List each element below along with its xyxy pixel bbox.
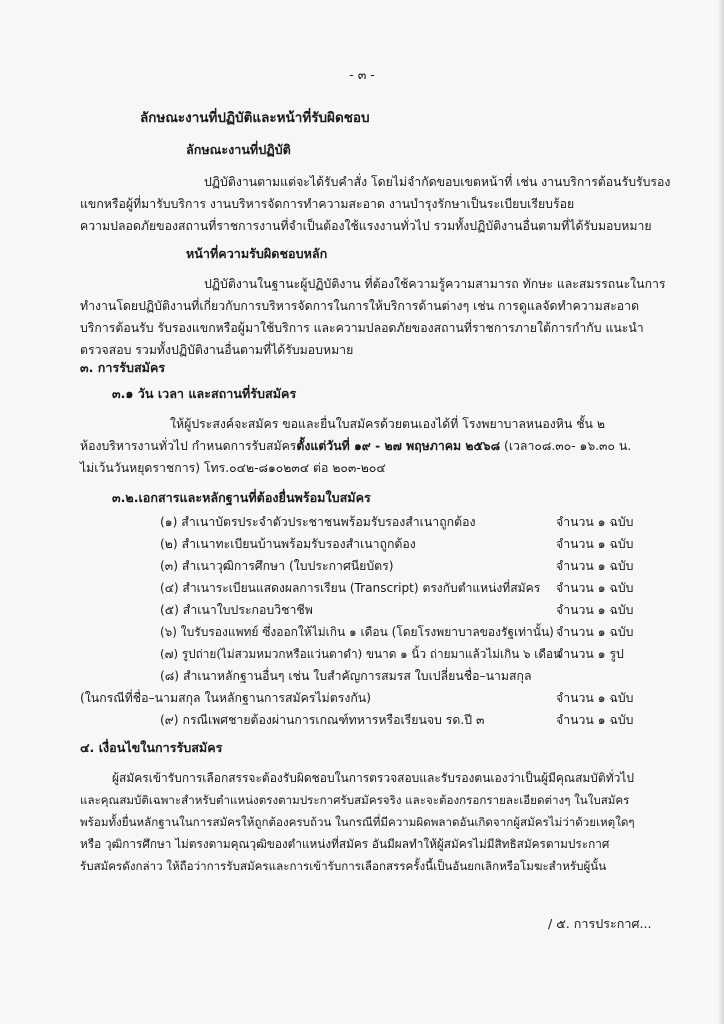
application-place-line-1: ให้ผู้ประสงค์จะสมัคร ขอและยื่นใบสมัครด้วยตนเองได้ที่ โรงพยาบาลหนองหิน ชั้น ๒ [170, 417, 605, 431]
doc-item-9: (๙) กรณีเพศชายต้องผ่านการเกณฑ์ทหารหรือเรียนจบ รด.ปี ๓ [160, 713, 485, 727]
doc-item-8-qty: จำนวน ๑ ฉบับ [556, 691, 634, 705]
conditions-line-3: พร้อมทั้งยื่นหลักฐานในการสมัครให้ถูกต้องครบถ้วน ในกรณีที่มีความผิดพลาดอันเกิดจากผู้สมัครไม่ว่าด้วยเหตุใดๆ [80, 815, 635, 829]
doc-item-8: (๘) สำเนาหลักฐานอื่นๆ เช่น ใบสำคัญการสมรส ใบเปลี่ยนชื่อ–นามสกุล [160, 669, 532, 683]
doc-item-4: (๔) สำเนาระเบียนแสดงผลการเรียน (Transcript) ตรงกับตำแหน่งที่สมัคร [160, 581, 541, 595]
doc-item-3: (๓) สำเนาวุฒิการศึกษา (ใบประกาศนียบัตร) [160, 559, 394, 573]
application-place-text: ห้องบริหารงานทั่วไป กำหนดการรับสมัคร [80, 439, 297, 453]
responsibility-line-4: ตรวจสอบ รวมทั้งปฏิบัติงานอื่นตามที่ได้รับมอบหมาย [80, 343, 354, 357]
subheading-main-responsibility: หน้าที่ความรับผิดชอบหลัก [186, 246, 328, 261]
responsibility-line-1: ปฏิบัติงานในฐานะผู้ปฏิบัติงาน ที่ต้องใช้ความรู้ความสามารถ ทักษะ และสมรรถนะในการ [204, 277, 666, 291]
doc-item-7-qty: จำนวน ๑ รูป [556, 647, 624, 661]
doc-item-9-qty: จำนวน ๑ ฉบับ [556, 713, 634, 727]
doc-item-2: (๒) สำเนาทะเบียนบ้านพร้อมรับรองสำเนาถูกต้อง [160, 537, 416, 551]
section-3-title: ๓. การรับสมัคร [80, 360, 166, 375]
doc-item-2-qty: จำนวน ๑ ฉบับ [556, 537, 634, 551]
responsibility-line-3: บริการต้อนรับ รับรองแขกหรือผู้มาใช้บริการ และความปลอดภัยของสถานที่ราชการภายใต้การกำกับ แนะนำ [80, 321, 644, 335]
page-number: - ๓ - [349, 67, 375, 82]
work-nature-line-2: แขกหรือผู้ที่มารับบริการ งานบริหารจัดการทำความสะอาด งานบำรุงรักษาเป็นระเบียบเรียบร้อย [80, 197, 575, 211]
continued-next-page: / ๕. การประกาศ... [548, 916, 652, 931]
work-nature-line-3: ความปลอดภัยของสถานที่ราชการงานที่จำเป็นต้องใช้แรงงานทั่วไป รวมทั้งปฏิบัติงานอื่นตามที่ได้รับมอบหมาย [80, 219, 652, 233]
doc-item-8-note: (ในกรณีที่ชื่อ–นามสกุล ในหลักฐานการสมัครไม่ตรงกัน) [80, 691, 371, 705]
scan-edge-shadow [718, 0, 724, 1024]
section-3-2-title: ๓.๒.เอกสารและหลักฐานที่ต้องยื่นพร้อมใบสมัคร [112, 490, 371, 505]
doc-item-4-qty: จำนวน ๑ ฉบับ [556, 581, 634, 595]
conditions-line-2: และคุณสมบัติเฉพาะสำหรับตำแหน่งตรงตามประกาศรับสมัครจริง และจะต้องกรอกรายละเอียดต่างๆ ในใบสมัคร [80, 793, 630, 807]
application-dates: ตั้งแต่วันที่ ๑๙ - ๒๗ พฤษภาคม ๒๕๖๘ [296, 439, 501, 453]
responsibility-line-2: ทำงานโดยปฏิบัติงานที่เกี่ยวกับการบริหารจัดการในการให้บริการด้านต่างๆ เช่น การดูแลจัดทำความสะอาด [80, 299, 640, 313]
section-4-title: ๔. เงื่อนไขในการรับสมัคร [80, 740, 223, 755]
section-3-1-title: ๓.๑ วัน เวลา และสถานที่รับสมัคร [112, 386, 297, 401]
doc-item-6-qty: จำนวน ๑ ฉบับ [556, 625, 634, 639]
subheading-work-nature: ลักษณะงานที่ปฏิบัติ [186, 142, 291, 157]
doc-item-1: (๑) สำเนาบัตรประจำตัวประชาชนพร้อมรับรองสำเนาถูกต้อง [160, 515, 476, 529]
doc-item-1-qty: จำนวน ๑ ฉบับ [556, 515, 634, 529]
conditions-line-1: ผู้สมัครเข้ารับการเลือกสรรจะต้องรับผิดชอบในการตรวจสอบและรับรองตนเองว่าเป็นผู้มีคุณสมบัติทั่วไป [112, 771, 635, 785]
application-hours: (เวลา๐๘.๓๐- ๑๖.๓๐ น. [500, 439, 632, 453]
doc-item-7: (๗) รูปถ่าย(ไม่สวมหมวกหรือแว่นตาดำ) ขนาด ๑ นิ้ว ถ่ายมาแล้วไม่เกิน ๖ เดือน [160, 647, 562, 661]
doc-item-6: (๖) ใบรับรองแพทย์ ซึ่งออกให้ไม่เกิน ๑ เดือน (โดยโรงพยาบาลของรัฐเท่านั้น) [160, 625, 554, 639]
doc-item-5: (๕) สำเนาใบประกอบวิชาชีพ [160, 603, 313, 617]
doc-item-5-qty: จำนวน ๑ ฉบับ [556, 603, 634, 617]
conditions-line-5: รับสมัครดังกล่าว ให้ถือว่าการรับสมัครและการเข้ารับการเลือกสรรครั้งนี้เป็นอันยกเลิกหรือโมฆะสำหรับผู้นั้น [80, 859, 607, 873]
work-nature-line-1: ปฏิบัติงานตามแต่จะได้รับคำสั่ง โดยไม่จำกัดขอบเขตหน้าที่ เช่น งานบริการต้อนรับรับรอง [204, 175, 671, 189]
conditions-line-4: หรือ วุฒิการศึกษา ไม่ตรงตามคุณวุฒิของตำแหน่งที่สมัคร อันมีผลทำให้ผู้สมัครไม่มีสิทธิสมัครตามประกาศ [80, 837, 610, 851]
application-place-line-2 [80, 438, 631, 454]
heading-duties: ลักษณะงานที่ปฏิบัติและหน้าที่รับผิดชอบ [140, 110, 370, 126]
doc-item-3-qty: จำนวน ๑ ฉบับ [556, 559, 634, 573]
application-place-line-3: ไม่เว้นวันหยุดราชการ) โทร.๐๔๒-๘๑๐๒๓๔ ต่อ ๒๐๓-๒๐๔ [80, 461, 386, 475]
